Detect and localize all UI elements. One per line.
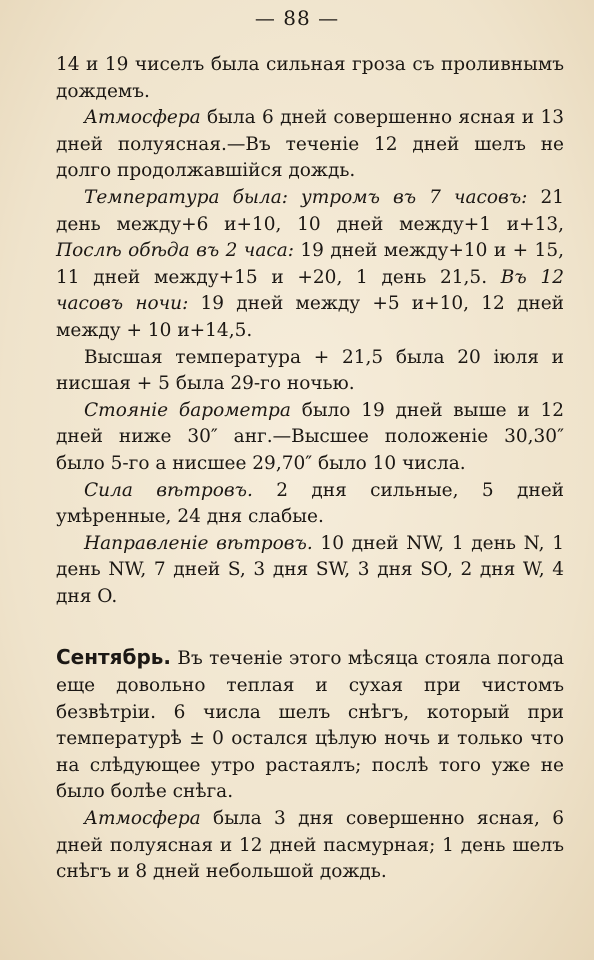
temperature-morning-label: Температура была: утромъ въ 7 часовъ:	[84, 186, 528, 208]
temperature-night-label: Въ 12 часовъ ночи:	[56, 266, 564, 315]
wind-strength-text: 2 дня сильные, 5 дней умѣренные, 24 дня слабые.	[56, 479, 564, 528]
paragraph-wind-strength	[56, 478, 564, 531]
temperature-morning-text: 21 день между+6 и+10, 10 дней между+1 и+13,	[56, 186, 564, 235]
page-text	[56, 52, 564, 886]
month-heading: Сентябрь.	[56, 645, 172, 670]
paragraph-temperature-extremes: Высшая температура + 21,5 была 20 іюля и нисшая + 5 была 29-го ночью.	[56, 346, 564, 395]
september-atmosphere-text: была 3 дня совершенно ясная, 6 дней полуясная и 12 дней пасмурная; 1 день шелъ снѣгъ и 8 дней небольшой дождь.	[56, 808, 564, 883]
temperature-afternoon-label: Послѣ обѣда въ 2 часа:	[56, 240, 294, 262]
page-number: — 88 —	[254, 6, 340, 30]
paragraph-atmosphere	[56, 105, 564, 185]
barometer-label: Стояніе барометра	[84, 399, 291, 421]
paragraph-barometer	[56, 398, 564, 478]
paragraph-wind-direction	[56, 531, 564, 611]
paragraph-temperature	[56, 185, 564, 345]
september-atmosphere-label: Атмосфера	[84, 808, 201, 830]
atmosphere-label: Атмосфера	[84, 107, 201, 129]
temperature-night-text: 19 дней между +5 и+10, 12 дней между + 10 и+14,5.	[56, 293, 564, 341]
barometer-text: было 19 дней выше и 12 дней ниже 30″ анг.—Высшее положеніе 30,30″ было 5-го а нисшее 29,70″ было 10 числа.	[56, 399, 564, 474]
paragraph-september-atmosphere	[56, 806, 564, 886]
temperature-afternoon-text: 19 дней между+10 и + 15, 11 дней между+15 и +20, 1 день 21,5.	[56, 240, 564, 288]
section-gap	[56, 610, 564, 644]
september-text: Въ теченіе этого мѣсяца стояла погода еще довольно теплая и сухая при чистомъ безвѣтріи. 6 числа шелъ снѣгъ, который при температурѣ ± 0 остался цѣлую ночь и только что на слѣдующее утро растаялъ; послѣ того уже не было болѣе снѣга.	[56, 648, 564, 803]
atmosphere-text: была 6 дней совершенно ясная и 13 дней полуясная.—Въ теченіе 12 дней шелъ не долго продолжавшійся дождь.	[56, 107, 564, 182]
wind-direction-label: Направленіе вѣтровъ.	[84, 532, 313, 554]
paragraph-september	[56, 644, 564, 806]
wind-strength-label: Сила вѣтровъ.	[84, 479, 253, 501]
wind-direction-text: 10 дней NW, 1 день N, 1 день NW, 7 дней S, 3 дня SW, 3 дня SO, 2 дня W, 4 дня O.	[56, 532, 564, 607]
paragraph-thunderstorm: 14 и 19 чиселъ была сильная гроза съ проливнымъ дождемъ.	[56, 54, 564, 102]
